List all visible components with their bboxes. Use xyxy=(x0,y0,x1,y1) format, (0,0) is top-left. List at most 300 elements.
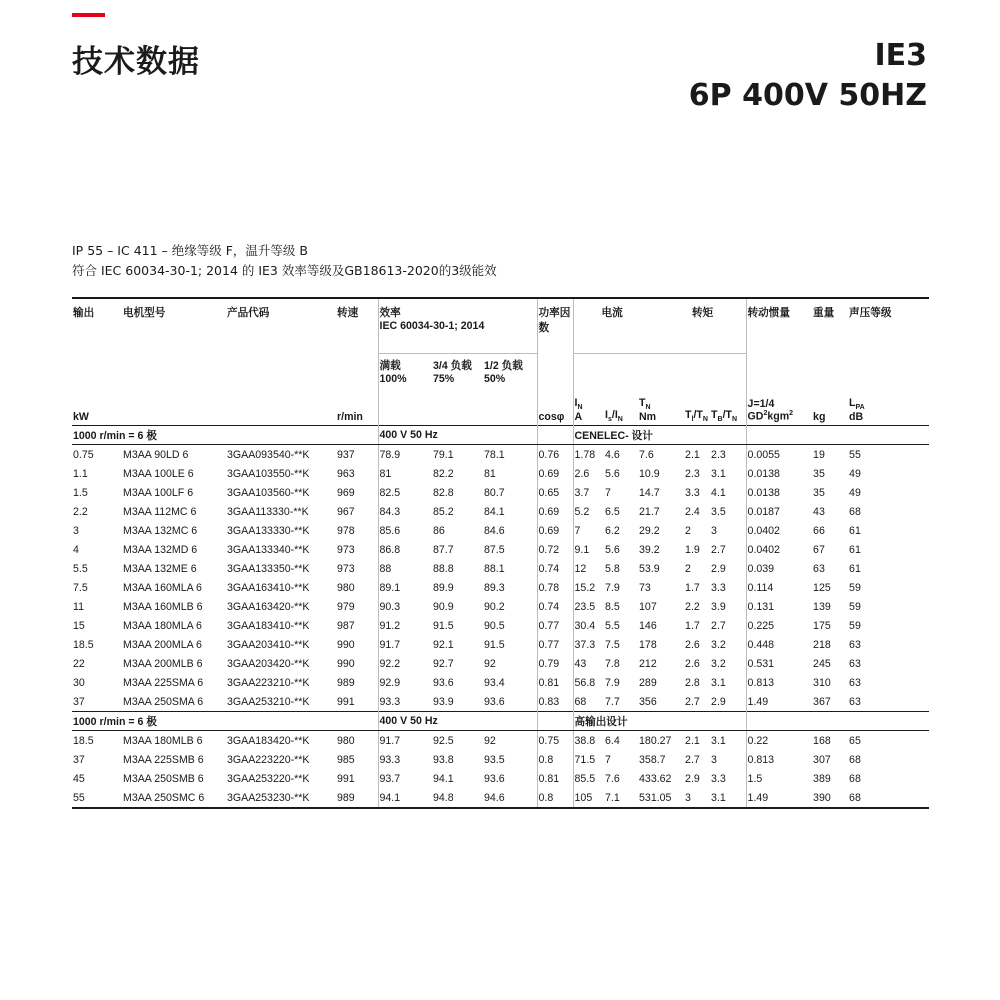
cell-product-code: 3GAA133340-**K xyxy=(227,543,310,556)
standard-note: 符合 IEC 60034-30-1; 2014 的 IE3 效率等级及GB18613-2020的3级能效 xyxy=(72,263,497,278)
cell-output-kw: 55 xyxy=(72,788,122,808)
tb-subscript: B xyxy=(717,416,723,423)
cell-tb-tn: 3.5 xyxy=(711,505,726,518)
cell-eff-75: 94.1 xyxy=(433,772,454,785)
cell-eff-100: 88 xyxy=(378,559,432,578)
cell-cos-phi: 0.81 xyxy=(537,769,573,788)
cell-torque-tn: 7.6 xyxy=(639,448,654,461)
cell-tb-tn: 3.9 xyxy=(711,600,726,613)
unit-gd: GD xyxy=(747,411,764,423)
unit-cos-phi: cosφ xyxy=(537,385,573,426)
cell-inertia: 0.813 xyxy=(746,750,812,769)
cell-current-in: 3.7 xyxy=(573,483,604,502)
cell-tb-tn: 2.7 xyxy=(711,619,726,632)
cell-torque-tn: 107 xyxy=(639,600,657,613)
cell-is-in: 7 xyxy=(605,753,611,766)
cell-eff-75: 92.5 xyxy=(433,734,454,747)
cell-eff-75: 89.9 xyxy=(433,581,454,594)
cell-eff-100: 91.7 xyxy=(378,731,432,751)
cell-eff-50: 90.5 xyxy=(484,619,505,632)
unit-rated-torque xyxy=(638,385,684,426)
table-row xyxy=(72,616,929,635)
cell-eff-50: 93.6 xyxy=(484,772,505,785)
is-subscript: s xyxy=(607,416,612,423)
cell-speed: 989 xyxy=(336,788,378,808)
cell-is-in: 7 xyxy=(605,486,611,499)
cell-inertia: 0.531 xyxy=(746,654,812,673)
efficiency-class-heading: IE3 xyxy=(874,38,927,73)
cell-weight: 389 xyxy=(813,772,831,785)
cell-tl-tn: 1.7 xyxy=(685,619,700,632)
cell-current-in: 9.1 xyxy=(573,540,604,559)
section-design: CENELEC- 设计 xyxy=(573,426,746,445)
cell-eff-50: 90.2 xyxy=(484,600,505,613)
cell-product-code: 3GAA253230-**K xyxy=(226,788,336,808)
header-motor-type: 电机型号 xyxy=(122,298,226,385)
cell-weight: 35 xyxy=(813,486,825,499)
tl-subscript: l xyxy=(691,416,694,423)
cell-tb-tn: 3.3 xyxy=(711,772,726,785)
cell-torque-tn: 531.05 xyxy=(638,788,684,808)
cell-tl-tn: 2.1 xyxy=(685,734,700,747)
cell-noise: 61 xyxy=(849,543,861,556)
cell-noise: 63 xyxy=(849,695,861,708)
cell-tb-tn: 3.2 xyxy=(711,638,726,651)
cell-tb-tn: 4.1 xyxy=(711,486,726,499)
cell-weight: 139 xyxy=(813,600,831,613)
cell-torque-tn: 178 xyxy=(639,638,657,651)
cell-weight: 367 xyxy=(813,695,831,708)
cell-is-in: 6.2 xyxy=(605,524,620,537)
cell-eff-50: 88.1 xyxy=(484,562,505,575)
cell-speed: 989 xyxy=(337,676,355,689)
cell-cos-phi: 0.69 xyxy=(537,502,573,521)
header-three-quarter-load xyxy=(432,354,483,386)
cell-eff-50: 93.4 xyxy=(484,676,505,689)
unit-breakdown-torque-ratio xyxy=(710,385,746,426)
cell-tb-tn: 2.7 xyxy=(711,543,726,556)
header-efficiency xyxy=(378,298,537,354)
cell-motor-type: M3AA 200MLA 6 xyxy=(123,638,202,651)
cell-current-in: 43 xyxy=(573,654,604,673)
cell-inertia: 0.0187 xyxy=(746,502,812,521)
cell-output-kw: 5.5 xyxy=(73,562,88,575)
cell-product-code: 3GAA133330-**K xyxy=(227,524,310,537)
cell-current-in: 23.5 xyxy=(573,597,604,616)
cell-motor-type: M3AA 180MLA 6 xyxy=(123,619,202,632)
cell-current-in: 85.5 xyxy=(573,769,604,788)
cell-inertia: 0.039 xyxy=(746,559,812,578)
cell-speed: 937 xyxy=(337,448,355,461)
cell-motor-type: M3AA 132MC 6 xyxy=(123,524,198,537)
tb-ratio-mid: /T xyxy=(722,408,733,421)
cell-product-code: 3GAA103560-**K xyxy=(227,486,310,499)
units-row xyxy=(72,385,929,426)
section-blank-3 xyxy=(812,712,848,731)
cell-eff-50: 93.6 xyxy=(484,695,505,708)
cell-eff-75: 93.9 xyxy=(433,695,454,708)
cell-product-code: 3GAA223210-**K xyxy=(227,676,310,689)
table-row xyxy=(72,692,929,712)
cell-noise: 68 xyxy=(849,505,861,518)
cell-tb-tn: 2.3 xyxy=(711,448,726,461)
unit-locked-torque-ratio xyxy=(684,385,710,426)
cell-speed: 991 xyxy=(337,695,355,708)
cell-eff-50: 89.3 xyxy=(484,581,505,594)
red-accent-bar xyxy=(72,13,105,17)
cell-torque-tn: 39.2 xyxy=(639,543,660,556)
cell-torque-tn: 180.27 xyxy=(639,734,672,747)
cell-cos-phi: 0.83 xyxy=(537,692,573,712)
efficiency-standard: IEC 60034-30-1; 2014 xyxy=(379,320,485,332)
table-row xyxy=(72,483,929,502)
cell-noise: 68 xyxy=(849,772,861,785)
header-half-load xyxy=(483,354,537,386)
cell-eff-100: 93.7 xyxy=(378,769,432,788)
cell-speed: 980 xyxy=(337,581,355,594)
cell-eff-50: 93.5 xyxy=(484,753,505,766)
efficiency-label: 效率 xyxy=(379,307,401,319)
cell-eff-75: 82.8 xyxy=(433,486,454,499)
cell-cos-phi: 0.75 xyxy=(537,731,573,751)
header-product-code: 产品代码 xyxy=(226,298,336,385)
cell-cos-phi: 0.69 xyxy=(537,521,573,540)
cell-torque-tn: 289 xyxy=(639,676,657,689)
cell-motor-type: M3AA 160MLB 6 xyxy=(123,600,203,613)
cell-output-kw: 1.1 xyxy=(73,467,88,480)
cell-is-in: 5.6 xyxy=(605,467,620,480)
cell-eff-100: 78.9 xyxy=(378,445,432,465)
cell-inertia: 0.448 xyxy=(746,635,812,654)
table-row xyxy=(72,597,929,616)
cell-eff-50: 92 xyxy=(484,657,496,670)
cell-speed: 991 xyxy=(337,772,355,785)
is-ratio-subscript: N xyxy=(617,416,623,423)
cell-product-code: 3GAA253210-**K xyxy=(227,695,310,708)
header-full-load xyxy=(378,354,432,386)
lpa-subscript: PA xyxy=(855,404,865,411)
cell-tl-tn: 2.7 xyxy=(685,753,700,766)
cell-tb-tn: 2.9 xyxy=(711,562,726,575)
cell-product-code: 3GAA163410-**K xyxy=(227,581,310,594)
cell-eff-100: 85.6 xyxy=(378,521,432,540)
cell-weight: 245 xyxy=(813,657,831,670)
cell-inertia: 1.49 xyxy=(746,692,812,712)
cell-eff-75: 82.2 xyxy=(433,467,454,480)
cell-motor-type: M3AA 132ME 6 xyxy=(123,562,197,575)
cell-inertia: 0.0138 xyxy=(746,483,812,502)
tl-ratio-subscript: N xyxy=(702,416,708,423)
cell-cos-phi: 0.77 xyxy=(537,635,573,654)
header-current: 电流 xyxy=(573,298,684,354)
unit-blank-1 xyxy=(122,385,226,426)
cell-tb-tn: 3.1 xyxy=(711,734,726,747)
half-load-label: 1/2 负载 xyxy=(484,360,523,372)
cell-current-in: 12 xyxy=(573,559,604,578)
cell-cos-phi: 0.77 xyxy=(537,616,573,635)
cell-motor-type: M3AA 200MLB 6 xyxy=(123,657,203,670)
table-row xyxy=(72,769,929,788)
cell-noise: 59 xyxy=(849,581,861,594)
cell-cos-phi: 0.72 xyxy=(537,540,573,559)
cell-tl-tn: 2.7 xyxy=(685,695,700,708)
cell-noise: 68 xyxy=(848,788,929,808)
cell-eff-50: 87.5 xyxy=(484,543,505,556)
cell-product-code: 3GAA253220-**K xyxy=(227,772,310,785)
cell-tb-tn: 3.1 xyxy=(711,676,726,689)
cell-speed: 979 xyxy=(337,600,355,613)
cell-eff-100: 92.2 xyxy=(378,654,432,673)
cell-torque-tn: 356 xyxy=(639,695,657,708)
cell-speed: 990 xyxy=(337,638,355,651)
cell-torque-tn: 14.7 xyxy=(639,486,660,499)
full-load-pct: 100% xyxy=(379,373,407,385)
cell-is-in: 7.9 xyxy=(605,676,620,689)
cell-weight: 67 xyxy=(813,543,825,556)
cell-weight: 43 xyxy=(813,505,825,518)
cell-speed: 985 xyxy=(337,753,355,766)
cell-cos-phi: 0.79 xyxy=(537,654,573,673)
cell-inertia: 0.0402 xyxy=(746,540,812,559)
cell-motor-type: M3AA 112MC 6 xyxy=(123,505,197,518)
cell-eff-75: 93.8 xyxy=(433,753,454,766)
cell-eff-50: 80.7 xyxy=(484,486,505,499)
cell-noise: 49 xyxy=(849,486,861,499)
cell-cos-phi: 0.78 xyxy=(537,578,573,597)
gd-superscript: 2 xyxy=(763,410,768,418)
cell-tl-tn: 2.2 xyxy=(685,600,700,613)
cell-tl-tn: 3.3 xyxy=(685,486,700,499)
cell-output-kw: 3 xyxy=(73,524,79,537)
section-speed: 1000 r/min = 6 极 xyxy=(72,426,378,445)
cell-weight: 19 xyxy=(813,448,825,461)
header-weight: 重量 xyxy=(812,298,848,385)
table-row xyxy=(72,673,929,692)
cell-product-code: 3GAA113330-**K xyxy=(227,505,309,518)
cell-output-kw: 22 xyxy=(73,657,85,670)
cell-cos-phi: 0.76 xyxy=(537,445,573,465)
table-row xyxy=(72,559,929,578)
cell-is-in: 6.5 xyxy=(605,505,620,518)
cell-weight: 35 xyxy=(813,467,825,480)
cell-is-in: 7.7 xyxy=(605,695,620,708)
cell-is-in: 7.6 xyxy=(605,772,620,785)
kgm-superscript: 2 xyxy=(789,410,794,418)
table-row xyxy=(72,502,929,521)
cell-inertia: 0.0055 xyxy=(746,445,812,465)
header-noise: 声压等级 xyxy=(848,298,929,385)
cell-eff-50: 91.5 xyxy=(484,638,505,651)
cell-weight: 125 xyxy=(813,581,831,594)
cell-torque-tn: 358.7 xyxy=(639,753,666,766)
cell-motor-type: M3AA 250SMC 6 xyxy=(122,788,226,808)
cell-product-code: 3GAA203410-**K xyxy=(227,638,310,651)
tn-subscript: N xyxy=(645,404,651,411)
cell-eff-100: 91.7 xyxy=(378,635,432,654)
tb-ratio-subscript: N xyxy=(732,416,738,423)
cell-cos-phi: 0.8 xyxy=(537,788,573,808)
cell-is-in: 6.4 xyxy=(605,734,620,747)
cell-cos-phi: 0.74 xyxy=(537,597,573,616)
unit-nm: Nm xyxy=(639,411,657,423)
cenelec-rows xyxy=(72,445,929,712)
table-row xyxy=(72,521,929,540)
cell-product-code: 3GAA183420-**K xyxy=(227,734,310,747)
three-quarter-pct: 75% xyxy=(433,373,455,385)
cell-inertia: 0.0402 xyxy=(746,521,812,540)
cell-current-in: 37.3 xyxy=(573,635,604,654)
cell-cos-phi: 0.8 xyxy=(537,750,573,769)
tn-symbol: T xyxy=(639,396,646,409)
section-blank-4 xyxy=(848,426,929,445)
header-output: 输出 xyxy=(72,298,122,385)
cell-eff-50: 94.6 xyxy=(483,788,537,808)
cell-current-in: 56.8 xyxy=(573,673,604,692)
cell-tb-tn: 3 xyxy=(711,524,717,537)
cell-is-in: 7.9 xyxy=(605,581,620,594)
cell-torque-tn: 21.7 xyxy=(639,505,660,518)
cell-motor-type: M3AA 250SMB 6 xyxy=(123,772,204,785)
section-voltage: 400 V 50 Hz xyxy=(378,712,537,731)
cell-eff-50: 92 xyxy=(484,734,496,747)
cell-current-in: 5.2 xyxy=(573,502,604,521)
cell-noise: 59 xyxy=(849,619,861,632)
cell-product-code: 3GAA203420-**K xyxy=(227,657,310,670)
table-row xyxy=(72,635,929,654)
cell-output-kw: 18.5 xyxy=(73,734,94,747)
header-speed: 转速 xyxy=(336,298,378,385)
section-cenelec-header xyxy=(72,426,929,445)
cell-tl-tn: 3 xyxy=(684,788,710,808)
section-blank-3 xyxy=(812,426,848,445)
cell-noise: 65 xyxy=(849,734,861,747)
cell-product-code: 3GAA093540-**K xyxy=(227,448,310,461)
cell-is-in: 8.5 xyxy=(605,600,620,613)
cell-motor-type: M3AA 100LF 6 xyxy=(123,486,194,499)
cell-current-in: 30.4 xyxy=(573,616,604,635)
cell-weight: 218 xyxy=(813,638,831,651)
cell-tl-tn: 2.8 xyxy=(685,676,700,689)
cell-noise: 59 xyxy=(849,600,861,613)
section-design: 高输出设计 xyxy=(573,712,746,731)
cell-motor-type: M3AA 225SMB 6 xyxy=(123,753,204,766)
cell-torque-tn: 10.9 xyxy=(639,467,660,480)
unit-noise xyxy=(848,385,929,426)
cell-tl-tn: 1.7 xyxy=(685,581,700,594)
cell-speed: 963 xyxy=(337,467,355,480)
cell-output-kw: 0.75 xyxy=(73,448,94,461)
section-blank-4 xyxy=(848,712,929,731)
cell-motor-type: M3AA 100LE 6 xyxy=(123,467,194,480)
cell-torque-tn: 29.2 xyxy=(639,524,660,537)
cell-tl-tn: 2.3 xyxy=(685,467,700,480)
cell-motor-type: M3AA 225SMA 6 xyxy=(123,676,204,689)
full-load-label: 满载 xyxy=(379,360,401,372)
cell-tl-tn: 2 xyxy=(685,524,691,537)
cell-inertia: 1.49 xyxy=(746,788,812,808)
cell-weight: 390 xyxy=(812,788,848,808)
section-blank-2 xyxy=(746,712,812,731)
cell-tb-tn: 3.2 xyxy=(711,657,726,670)
header-current-torque-spacer xyxy=(573,354,746,386)
cell-product-code: 3GAA223220-**K xyxy=(227,753,310,766)
high-output-rows xyxy=(72,731,929,809)
cell-is-in: 5.5 xyxy=(605,619,620,632)
cell-motor-type: M3AA 160MLA 6 xyxy=(123,581,202,594)
technical-data-table xyxy=(72,297,929,809)
cell-output-kw: 4 xyxy=(73,543,79,556)
cell-eff-100: 90.3 xyxy=(378,597,432,616)
motor-spec-heading: 6P 400V 50HZ xyxy=(688,78,927,113)
cell-output-kw: 11 xyxy=(73,600,84,613)
unit-blank-5 xyxy=(483,385,537,426)
unit-rated-current xyxy=(573,385,604,426)
cell-speed: 967 xyxy=(337,505,355,518)
cell-current-in: 38.8 xyxy=(573,731,604,751)
cell-output-kw: 37 xyxy=(73,753,85,766)
cell-motor-type: M3AA 132MD 6 xyxy=(123,543,198,556)
table-row xyxy=(72,578,929,597)
cell-eff-100: 93.3 xyxy=(378,692,432,712)
cell-torque-tn: 212 xyxy=(639,657,657,670)
cell-torque-tn: 53.9 xyxy=(639,562,660,575)
table-row xyxy=(72,464,929,483)
cell-speed: 973 xyxy=(337,543,355,556)
unit-blank-4 xyxy=(432,385,483,426)
section-blank xyxy=(537,426,573,445)
unit-j: J=1/4 xyxy=(747,398,775,411)
cell-current-in: 2.6 xyxy=(573,464,604,483)
cell-output-kw: 7.5 xyxy=(73,581,88,594)
cell-speed: 969 xyxy=(337,486,355,499)
unit-kw: kW xyxy=(73,411,89,423)
cell-output-kw: 45 xyxy=(73,772,85,785)
table-row xyxy=(72,750,929,769)
cell-tl-tn: 2.9 xyxy=(685,772,700,785)
cell-output-kw: 2.2 xyxy=(73,505,88,518)
cell-eff-50: 84.1 xyxy=(484,505,505,518)
tb-symbol: T xyxy=(711,408,718,421)
half-load-pct: 50% xyxy=(484,373,506,385)
cell-eff-75: 91.5 xyxy=(433,619,454,632)
unit-amp: A xyxy=(574,411,583,423)
cell-output-kw: 18.5 xyxy=(73,638,94,651)
cell-torque-tn: 146 xyxy=(639,619,657,632)
cell-eff-50: 81 xyxy=(484,467,496,480)
cell-weight: 310 xyxy=(813,676,831,689)
cell-current-in: 7 xyxy=(573,521,604,540)
cell-tl-tn: 2.6 xyxy=(685,638,700,651)
cell-tl-tn: 2.4 xyxy=(685,505,700,518)
cell-is-in: 7.1 xyxy=(604,788,638,808)
cell-eff-100: 81 xyxy=(378,464,432,483)
cell-tb-tn: 3.1 xyxy=(710,788,746,808)
cell-cos-phi: 0.65 xyxy=(537,483,573,502)
lpa-symbol: L xyxy=(849,396,856,409)
section-high-output-header xyxy=(72,712,929,731)
cell-current-in: 1.78 xyxy=(573,445,604,465)
unit-blank-3 xyxy=(378,385,432,426)
cell-eff-100: 93.3 xyxy=(378,750,432,769)
cell-eff-100: 84.3 xyxy=(378,502,432,521)
cell-motor-type: M3AA 90LD 6 xyxy=(123,448,189,461)
section-voltage: 400 V 50 Hz xyxy=(378,426,537,445)
table-row xyxy=(72,540,929,559)
page-title: 技术数据 xyxy=(72,44,200,80)
unit-rpm: r/min xyxy=(337,411,363,423)
cell-eff-75: 92.1 xyxy=(433,638,454,651)
cell-inertia: 0.0138 xyxy=(746,464,812,483)
